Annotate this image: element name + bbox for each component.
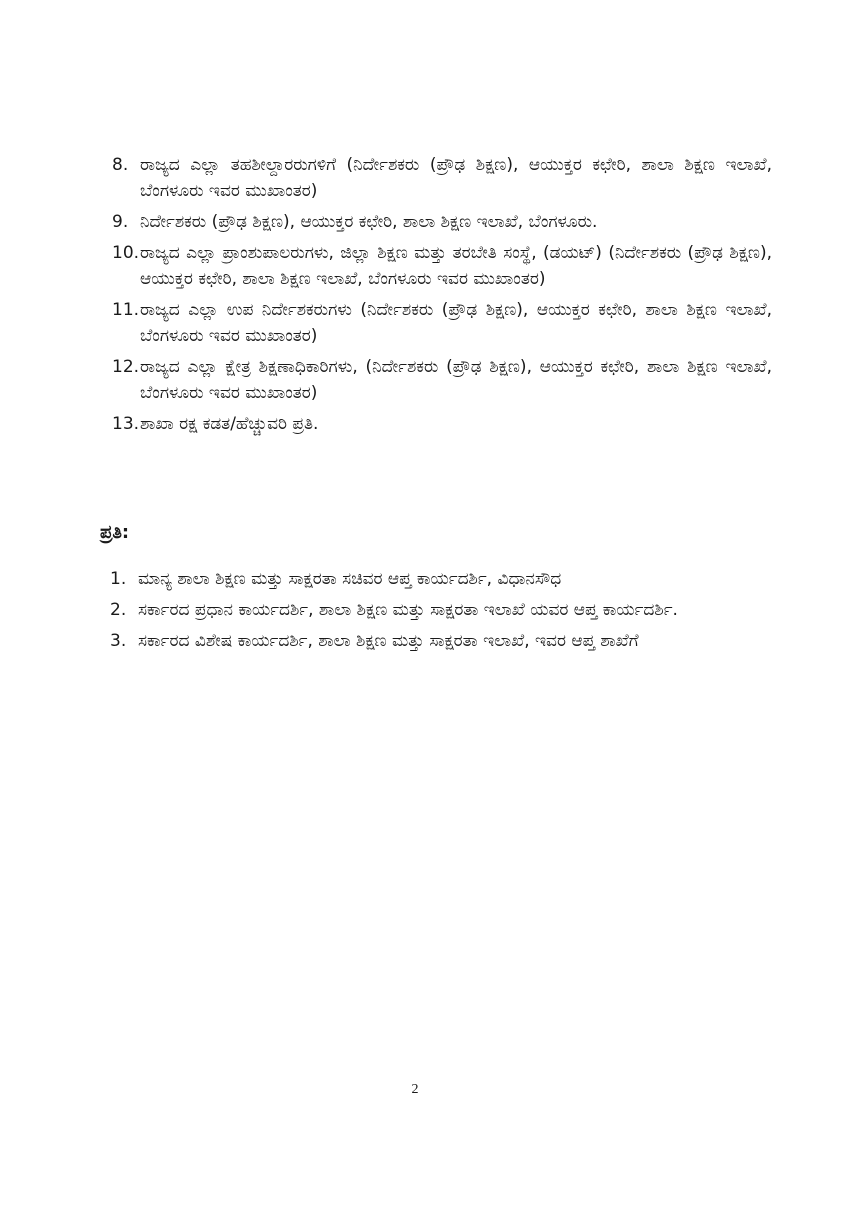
copy-item-1: [110, 566, 774, 592]
item-text: ಸರ್ಕಾರದ ವಿಶೇಷ ಕಾರ್ಯದರ್ಶಿ, ಶಾಲಾ ಶಿಕ್ಷಣ ಮತ್ತು ಸಾಕ್ಷರತಾ ಇಲಾಖೆ, ಇವರ ಆಪ್ತ ಶಾಖೆಗೆ: [138, 631, 639, 651]
page-number: 2: [411, 1082, 419, 1097]
recipient-item-13: [112, 411, 772, 437]
item-text: ಸರ್ಕಾರದ ಪ್ರಧಾನ ಕಾರ್ಯದರ್ಶಿ, ಶಾಲಾ ಶಿಕ್ಷಣ ಮತ್ತು ಸಾಕ್ಷರತಾ ಇಲಾಖೆ ಯವರ ಆಪ್ತ ಕಾರ್ಯದರ್ಶಿ.: [138, 600, 678, 620]
item-text: ರಾಜ್ಯದ ಎಲ್ಲಾ ಪ್ರಾಂಶುಪಾಲರುಗಳು, ಜಿಲ್ಲಾ ಶಿಕ್ಷಣ ಮತ್ತು ತರಬೇತಿ ಸಂಸ್ಥೆ, (ಡಯಟ್) (ನಿರ್ದೇಶಕರು (ಪ್ರೌಢ ಶಿಕ್ಷಣ), ಆಯುಕ್ತರ ಕಛೇರಿ, ಶಾಲಾ ಶಿಕ್ಷಣ ಇಲಾಖೆ, ಬೆಂಗಳೂರು ಇವರ ಮುಖಾಂತರ): [140, 243, 772, 289]
recipient-item-11: [112, 297, 772, 349]
copy-item-3: [110, 628, 774, 654]
item-number: 13.: [112, 414, 140, 434]
item-number: 1.: [110, 569, 127, 589]
recipient-item-12: [112, 354, 772, 406]
item-number: 9.: [112, 212, 129, 232]
item-text: ರಾಜ್ಯದ ಎಲ್ಲಾ ಕ್ಷೇತ್ರ ಶಿಕ್ಷಣಾಧಿಕಾರಿಗಳು, (ನಿರ್ದೇಶಕರು (ಪ್ರೌಢ ಶಿಕ್ಷಣ), ಆಯುಕ್ತರ ಕಛೇರಿ, ಶಾಲಾ ಶಿಕ್ಷಣ ಇಲಾಖೆ, ಬೆಂಗಳೂರು ಇವರ ಮುಖಾಂತರ): [140, 357, 772, 403]
item-text: ಮಾನ್ಯ ಶಾಲಾ ಶಿಕ್ಷಣ ಮತ್ತು ಸಾಕ್ಷರತಾ ಸಚಿವರ ಆಪ್ತ ಕಾರ್ಯದರ್ಶಿ, ವಿಧಾನಸೌಧ: [138, 569, 562, 589]
recipient-list: [112, 152, 772, 442]
copy-item-2: [110, 597, 774, 623]
item-text: ಶಾಖಾ ರಕ್ಷ ಕಡತ/ಹೆಚ್ಚುವರಿ ಪ್ರತಿ.: [140, 414, 319, 434]
item-text: ರಾಜ್ಯದ ಎಲ್ಲಾ ತಹಶೀಲ್ದಾರರುಗಳಿಗೆ (ನಿರ್ದೇಶಕರು (ಪ್ರೌಢ ಶಿಕ್ಷಣ), ಆಯುಕ್ತರ ಕಛೇರಿ, ಶಾಲಾ ಶಿಕ್ಷಣ ಇಲಾಖೆ, ಬೆಂಗಳೂರು ಇವರ ಮುಖಾಂತರ): [140, 155, 772, 201]
item-number: 3.: [110, 631, 127, 651]
item-number: 10.: [112, 243, 140, 263]
copies-heading: ಪ್ರತಿ:: [100, 522, 130, 543]
copies-list: [110, 566, 774, 659]
recipient-item-9: [112, 209, 772, 235]
item-text: ನಿರ್ದೇಶಕರು (ಪ್ರೌಢ ಶಿಕ್ಷಣ), ಆಯುಕ್ತರ ಕಛೇರಿ, ಶಾಲಾ ಶಿಕ್ಷಣ ಇಲಾಖೆ, ಬೆಂಗಳೂರು.: [140, 212, 598, 232]
item-number: 12.: [112, 357, 140, 377]
item-text: ರಾಜ್ಯದ ಎಲ್ಲಾ ಉಪ ನಿರ್ದೇಶಕರುಗಳು (ನಿರ್ದೇಶಕರು (ಪ್ರೌಢ ಶಿಕ್ಷಣ), ಆಯುಕ್ತರ ಕಛೇರಿ, ಶಾಲಾ ಶಿಕ್ಷಣ ಇಲಾಖೆ, ಬೆಂಗಳೂರು ಇವರ ಮುಖಾಂತರ): [140, 300, 772, 346]
item-number: 2.: [110, 600, 127, 620]
item-number: 11.: [112, 300, 140, 320]
recipient-item-8: [112, 152, 772, 204]
item-number: 8.: [112, 155, 129, 175]
recipient-item-10: [112, 240, 772, 292]
